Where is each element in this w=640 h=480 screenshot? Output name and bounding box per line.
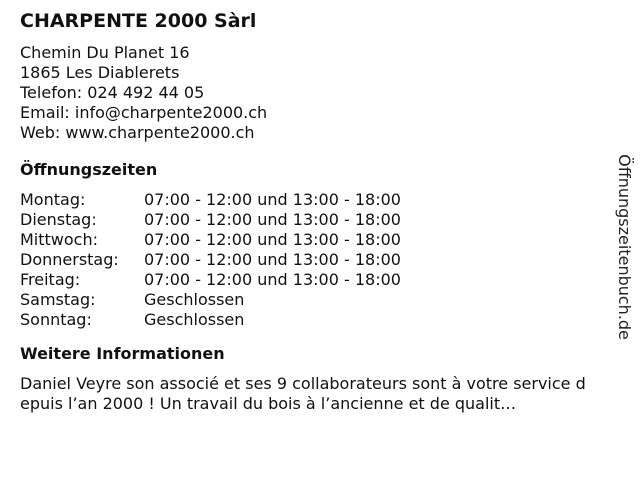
day-label: Mittwoch:: [20, 230, 98, 249]
time-value: 07:00 - 12:00 und 13:00 - 18:00: [144, 190, 401, 209]
day-label: Samstag:: [20, 290, 96, 309]
city-line: 1865 Les Diablerets: [20, 63, 180, 82]
business-card: [20, 9, 610, 414]
address-block: [20, 43, 610, 143]
time-value: Geschlossen: [144, 310, 245, 329]
time-value: 07:00 - 12:00 und 13:00 - 18:00: [144, 210, 401, 229]
day-label: Freitag:: [20, 270, 81, 289]
day-label: Dienstag:: [20, 210, 97, 229]
hours-row-saturday: [20, 290, 610, 310]
hours-row-monday: [20, 190, 610, 210]
day-label: Donnerstag:: [20, 250, 119, 269]
hours-row-thursday: [20, 250, 610, 270]
hours-row-sunday: [20, 310, 610, 330]
street-line: Chemin Du Planet 16: [20, 43, 190, 62]
time-value: 07:00 - 12:00 und 13:00 - 18:00: [144, 250, 401, 269]
phone-line: Telefon: 024 492 44 05: [20, 83, 205, 102]
info-heading: Weitere Informationen: [20, 344, 225, 363]
web-line: Web: www.charpente2000.ch: [20, 123, 255, 142]
info-description: Daniel Veyre son associé et ses 9 collaborateurs sont à votre service depuis l’an 2000 ! Un travail du bois à l’ancienne et de qualit…: [20, 374, 586, 413]
email-line: Email: info@charpente2000.ch: [20, 103, 268, 122]
day-label: Montag:: [20, 190, 86, 209]
hours-row-tuesday: [20, 210, 610, 230]
time-value: Geschlossen: [144, 290, 245, 309]
hours-row-wednesday: [20, 230, 610, 250]
business-name: CHARPENTE 2000 Sàrl: [20, 10, 257, 32]
site-credit: Öffnungszeitenbuch.de: [615, 154, 634, 340]
hours-heading: Öffnungszeiten: [20, 160, 158, 179]
time-value: 07:00 - 12:00 und 13:00 - 18:00: [144, 230, 401, 249]
day-label: Sonntag:: [20, 310, 92, 329]
hours-table: [20, 190, 610, 330]
time-value: 07:00 - 12:00 und 13:00 - 18:00: [144, 270, 401, 289]
hours-row-friday: [20, 270, 610, 290]
